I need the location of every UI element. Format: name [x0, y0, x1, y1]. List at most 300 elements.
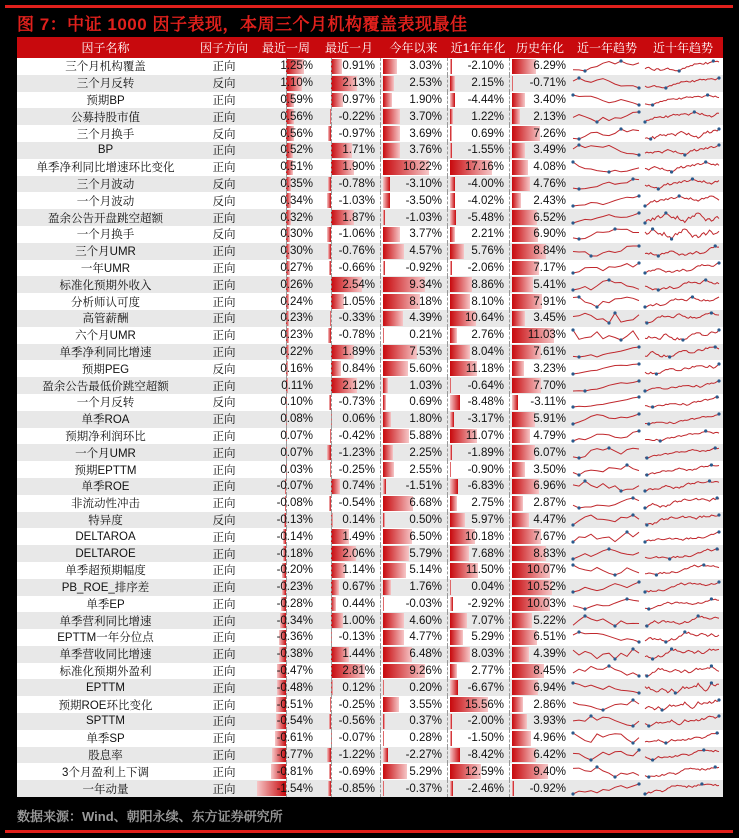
- value-cell-hist: 6.90%: [509, 226, 571, 243]
- zero-axis: [380, 428, 381, 445]
- value-cell-m: -0.85%: [318, 780, 380, 797]
- value-cell-hist: 5.91%: [509, 411, 571, 428]
- sparkline-icon: [571, 75, 641, 91]
- value-cell-hist: 7.26%: [509, 125, 571, 142]
- zero-axis: [447, 125, 448, 142]
- table-row: [17, 512, 723, 529]
- zero-axis: [331, 629, 332, 646]
- value-cell-m: 0.74%: [318, 478, 380, 495]
- value-cell-hist: 3.40%: [509, 92, 571, 109]
- trend-10y: [643, 428, 723, 445]
- value-cell-w: 0.32%: [254, 209, 318, 226]
- sparkline-icon: [571, 210, 641, 226]
- data-bar: [512, 93, 525, 108]
- table-body: [17, 58, 723, 797]
- factor-direction: 正向: [194, 646, 254, 663]
- sparkline-icon: [643, 361, 721, 377]
- trend-1y: [571, 780, 643, 797]
- trend-10y: [643, 713, 723, 730]
- zero-axis: [509, 226, 510, 243]
- trend-1y: [571, 142, 643, 159]
- table-row: [17, 545, 723, 562]
- sparkline-icon: [643, 327, 721, 343]
- trend-1y: [571, 478, 643, 495]
- value-cell-m: 2.06%: [318, 545, 380, 562]
- trend-1y: [571, 428, 643, 445]
- sparkline-icon: [571, 243, 641, 259]
- value-cell-w: 1.25%: [254, 58, 318, 75]
- zero-axis: [331, 243, 332, 260]
- value-cell-ytd: -0.03%: [380, 596, 447, 613]
- data-bar: [450, 143, 452, 158]
- trend-1y: [571, 579, 643, 596]
- trend-1y: [571, 293, 643, 310]
- trend-1y: [571, 528, 643, 545]
- value-cell-y1: 15.56%: [447, 696, 509, 713]
- value-cell-y1: 7.07%: [447, 612, 509, 629]
- value-cell-hist: 3.50%: [509, 461, 571, 478]
- zero-axis: [380, 579, 381, 596]
- value-cell-hist: 4.47%: [509, 512, 571, 529]
- value-cell-m: 0.14%: [318, 512, 380, 529]
- zero-axis: [509, 646, 510, 663]
- zero-axis: [380, 444, 381, 461]
- zero-axis: [380, 663, 381, 680]
- factor-name: 单季营利同比增速: [17, 612, 194, 629]
- sparkline-icon: [643, 310, 721, 326]
- data-bar: [450, 412, 454, 427]
- value-cell-y1: -2.06%: [447, 260, 509, 277]
- factor-direction: 正向: [194, 260, 254, 277]
- zero-axis: [331, 310, 332, 327]
- zero-axis: [331, 461, 332, 478]
- factor-name: 单季超预期幅度: [17, 562, 194, 579]
- value-cell-hist: 3.45%: [509, 310, 571, 327]
- zero-axis: [447, 260, 448, 277]
- factor-name: 单季SP: [17, 730, 194, 747]
- value-cell-y1: -8.48%: [447, 394, 509, 411]
- table-row: [17, 629, 723, 646]
- value-cell-m: -1.06%: [318, 226, 380, 243]
- sparkline-icon: [643, 294, 721, 310]
- value-cell-hist: 4.76%: [509, 176, 571, 193]
- zero-axis: [509, 679, 510, 696]
- sparkline-icon: [571, 462, 641, 478]
- value-cell-y1: 8.03%: [447, 646, 509, 663]
- sparkline-icon: [643, 781, 721, 797]
- zero-axis: [331, 394, 332, 411]
- trend-1y: [571, 75, 643, 92]
- data-bar: [512, 109, 520, 124]
- value-cell-ytd: 3.76%: [380, 142, 447, 159]
- data-bar: [450, 76, 455, 91]
- zero-axis: [331, 579, 332, 596]
- factor-direction: 正向: [194, 444, 254, 461]
- value-cell-m: 2.81%: [318, 663, 380, 680]
- sparkline-icon: [571, 663, 641, 679]
- sparkline-icon: [643, 730, 721, 746]
- zero-axis: [331, 780, 332, 797]
- source-note: 数据来源：Wind、朝阳永续、东方证券研究所: [17, 809, 283, 824]
- zero-axis: [380, 75, 381, 92]
- value-cell-y1: -1.89%: [447, 444, 509, 461]
- factor-direction: 正向: [194, 679, 254, 696]
- factor-direction: 正向: [194, 108, 254, 125]
- zero-axis: [447, 780, 448, 797]
- table-row: [17, 411, 723, 428]
- trend-10y: [643, 696, 723, 713]
- value-cell-y1: -2.92%: [447, 596, 509, 613]
- zero-axis: [447, 293, 448, 310]
- zero-axis: [509, 108, 510, 125]
- sparkline-icon: [571, 310, 641, 326]
- value-cell-m: -0.25%: [318, 461, 380, 478]
- zero-axis: [447, 629, 448, 646]
- factor-name: 单季净利同比增速: [17, 344, 194, 361]
- zero-axis: [509, 176, 510, 193]
- value-cell-y1: 10.18%: [447, 528, 509, 545]
- zero-axis: [380, 108, 381, 125]
- zero-axis: [447, 495, 448, 512]
- factor-name: 一个月换手: [17, 226, 194, 243]
- zero-axis: [509, 243, 510, 260]
- sparkline-icon: [643, 210, 721, 226]
- value-cell-m: -0.42%: [318, 428, 380, 445]
- figure-title: 图 7：中证 1000 因子表现，本周三个月机构覆盖表现最佳: [17, 15, 468, 34]
- value-cell-y1: -4.02%: [447, 192, 509, 209]
- trend-10y: [643, 679, 723, 696]
- value-cell-w: 0.10%: [254, 394, 318, 411]
- factor-direction: 正向: [194, 612, 254, 629]
- col-header: 今年以来: [380, 37, 447, 58]
- sparkline-icon: [643, 260, 721, 276]
- data-bar: [450, 714, 452, 729]
- trend-10y: [643, 562, 723, 579]
- trend-1y: [571, 310, 643, 327]
- factor-name: 三个月波动: [17, 176, 194, 193]
- value-cell-m: -0.22%: [318, 108, 380, 125]
- zero-axis: [380, 528, 381, 545]
- data-bar: [450, 781, 453, 796]
- data-bar: [512, 143, 525, 158]
- factor-direction: 正向: [194, 411, 254, 428]
- value-cell-w: 0.22%: [254, 344, 318, 361]
- zero-axis: [331, 327, 332, 344]
- value-cell-hist: -3.11%: [509, 394, 571, 411]
- value-cell-ytd: 5.29%: [380, 763, 447, 780]
- zero-axis: [447, 646, 448, 663]
- sparkline-icon: [643, 596, 721, 612]
- trend-1y: [571, 696, 643, 713]
- zero-axis: [331, 478, 332, 495]
- table-row: [17, 276, 723, 293]
- sparkline-icon: [643, 243, 721, 259]
- value-cell-hist: 7.61%: [509, 344, 571, 361]
- top-rule: [360, 5, 733, 8]
- data-bar: [383, 630, 404, 645]
- zero-axis: [509, 159, 510, 176]
- zero-axis: [331, 596, 332, 613]
- zero-axis: [447, 562, 448, 579]
- zero-axis: [447, 545, 448, 562]
- sparkline-icon: [643, 680, 721, 696]
- sparkline-icon: [571, 260, 641, 276]
- trend-10y: [643, 596, 723, 613]
- zero-axis: [509, 478, 510, 495]
- zero-axis: [509, 411, 510, 428]
- value-cell-m: 0.97%: [318, 92, 380, 109]
- factor-direction: 正向: [194, 579, 254, 596]
- sparkline-icon: [643, 109, 721, 125]
- table-row: [17, 377, 723, 394]
- sparkline-icon: [571, 58, 641, 74]
- trend-1y: [571, 562, 643, 579]
- value-cell-w: 0.24%: [254, 293, 318, 310]
- data-bar: [450, 261, 452, 276]
- zero-axis: [380, 226, 381, 243]
- trend-10y: [643, 780, 723, 797]
- data-bar: [383, 261, 385, 276]
- sparkline-icon: [571, 546, 641, 562]
- trend-10y: [643, 226, 723, 243]
- zero-axis: [447, 108, 448, 125]
- value-cell-hist: -0.71%: [509, 75, 571, 92]
- value-cell-hist: 3.93%: [509, 713, 571, 730]
- trend-10y: [643, 629, 723, 646]
- value-cell-m: 1.71%: [318, 142, 380, 159]
- zero-axis: [380, 596, 381, 613]
- trend-10y: [643, 495, 723, 512]
- sparkline-icon: [643, 378, 721, 394]
- value-cell-y1: 11.18%: [447, 360, 509, 377]
- value-cell-hist: 8.84%: [509, 243, 571, 260]
- value-cell-m: 0.44%: [318, 596, 380, 613]
- value-cell-hist: 6.42%: [509, 747, 571, 764]
- value-cell-m: 0.12%: [318, 679, 380, 696]
- zero-axis: [509, 209, 510, 226]
- table-row: [17, 243, 723, 260]
- data-bar: [383, 513, 385, 528]
- value-cell-hist: 6.29%: [509, 58, 571, 75]
- sparkline-icon: [643, 176, 721, 192]
- data-bar: [450, 630, 463, 645]
- factor-direction: 反向: [194, 176, 254, 193]
- factor-name: 股息率: [17, 747, 194, 764]
- trend-1y: [571, 394, 643, 411]
- table-row: [17, 293, 723, 310]
- zero-axis: [447, 209, 448, 226]
- trend-1y: [571, 730, 643, 747]
- zero-axis: [380, 512, 381, 529]
- table-row: [17, 596, 723, 613]
- trend-10y: [643, 461, 723, 478]
- zero-axis: [331, 108, 332, 125]
- factor-direction: 正向: [194, 327, 254, 344]
- trend-1y: [571, 260, 643, 277]
- sparkline-icon: [571, 613, 641, 629]
- zero-axis: [331, 92, 332, 109]
- trend-10y: [643, 58, 723, 75]
- value-cell-y1: -4.00%: [447, 176, 509, 193]
- trend-1y: [571, 344, 643, 361]
- sparkline-icon: [643, 663, 721, 679]
- data-bar: [512, 160, 528, 175]
- table-row: [17, 125, 723, 142]
- factor-direction: 正向: [194, 461, 254, 478]
- zero-axis: [447, 243, 448, 260]
- zero-axis: [380, 763, 381, 780]
- zero-axis: [447, 512, 448, 529]
- data-bar: [450, 109, 453, 124]
- table-row: [17, 780, 723, 797]
- data-bar: [450, 462, 451, 477]
- value-cell-ytd: 2.53%: [380, 75, 447, 92]
- trend-10y: [643, 411, 723, 428]
- value-cell-ytd: 5.88%: [380, 428, 447, 445]
- factor-name: 盈余公告最低价跳空超额: [17, 377, 194, 394]
- value-cell-w: -0.18%: [254, 545, 318, 562]
- factor-direction: 正向: [194, 58, 254, 75]
- sparkline-icon: [643, 629, 721, 645]
- zero-axis: [447, 428, 448, 445]
- trend-10y: [643, 125, 723, 142]
- zero-axis: [509, 562, 510, 579]
- data-bar: [512, 445, 535, 460]
- zero-axis: [509, 276, 510, 293]
- sparkline-icon: [571, 680, 641, 696]
- sparkline-icon: [571, 193, 641, 209]
- zero-axis: [331, 730, 332, 747]
- zero-axis: [380, 58, 381, 75]
- zero-axis: [380, 125, 381, 142]
- zero-axis: [509, 260, 510, 277]
- factor-name: 单季EP: [17, 596, 194, 613]
- sparkline-icon: [571, 764, 641, 780]
- col-header: 因子方向: [194, 37, 254, 58]
- factor-name: 分析师认可度: [17, 293, 194, 310]
- sparkline-icon: [571, 277, 641, 293]
- data-bar: [512, 177, 530, 192]
- data-bar: [512, 429, 530, 444]
- value-cell-w: 0.52%: [254, 142, 318, 159]
- trend-10y: [643, 478, 723, 495]
- sparkline-icon: [643, 142, 721, 158]
- sparkline-icon: [571, 512, 641, 528]
- data-bar: [383, 714, 385, 729]
- value-cell-y1: -6.67%: [447, 679, 509, 696]
- trend-1y: [571, 276, 643, 293]
- table-row: [17, 478, 723, 495]
- value-cell-w: 0.59%: [254, 92, 318, 109]
- data-bar: [450, 193, 455, 208]
- sparkline-icon: [643, 613, 721, 629]
- zero-axis: [331, 176, 332, 193]
- table-row: [17, 92, 723, 109]
- data-bar: [450, 328, 457, 343]
- zero-axis: [447, 75, 448, 92]
- zero-axis: [331, 713, 332, 730]
- value-cell-m: 1.90%: [318, 159, 380, 176]
- value-cell-y1: 10.64%: [447, 310, 509, 327]
- factor-direction: 正向: [194, 545, 254, 562]
- factor-name: 非流动性冲击: [17, 495, 194, 512]
- data-bar: [383, 143, 400, 158]
- factor-direction: 正向: [194, 159, 254, 176]
- factor-name: 六个月UMR: [17, 327, 194, 344]
- trend-10y: [643, 545, 723, 562]
- data-bar: [383, 781, 384, 796]
- factor-name: 标准化预期外收入: [17, 276, 194, 293]
- value-cell-m: -0.78%: [318, 327, 380, 344]
- data-bar: [450, 345, 470, 360]
- zero-axis: [509, 545, 510, 562]
- zero-axis: [447, 596, 448, 613]
- factor-direction: 正向: [194, 276, 254, 293]
- value-cell-hist: 7.70%: [509, 377, 571, 394]
- sparkline-icon: [643, 394, 721, 410]
- trend-10y: [643, 730, 723, 747]
- zero-axis: [447, 394, 448, 411]
- value-cell-w: 0.16%: [254, 360, 318, 377]
- factor-name: 特异度: [17, 512, 194, 529]
- trend-10y: [643, 260, 723, 277]
- zero-axis: [509, 663, 510, 680]
- value-cell-hist: 10.07%: [509, 562, 571, 579]
- factor-direction: 正向: [194, 629, 254, 646]
- data-bar: [512, 277, 533, 292]
- trend-1y: [571, 646, 643, 663]
- zero-axis: [447, 713, 448, 730]
- factor-name: 高管薪酬: [17, 310, 194, 327]
- data-bar: [331, 59, 342, 74]
- zero-axis: [380, 310, 381, 327]
- sparkline-icon: [643, 512, 721, 528]
- zero-axis: [447, 92, 448, 109]
- trend-10y: [643, 528, 723, 545]
- factor-direction: 反向: [194, 125, 254, 142]
- zero-axis: [447, 176, 448, 193]
- value-cell-m: -0.07%: [318, 730, 380, 747]
- factor-name: BP: [17, 142, 194, 159]
- zero-axis: [380, 276, 381, 293]
- zero-axis: [380, 545, 381, 562]
- value-cell-ytd: -0.37%: [380, 780, 447, 797]
- table-row: [17, 763, 723, 780]
- zero-axis: [331, 125, 332, 142]
- value-cell-y1: 0.69%: [447, 125, 509, 142]
- table-row: [17, 209, 723, 226]
- table-row: [17, 192, 723, 209]
- trend-1y: [571, 176, 643, 193]
- zero-axis: [380, 159, 381, 176]
- zero-axis: [447, 663, 448, 680]
- value-cell-m: 1.05%: [318, 293, 380, 310]
- value-cell-w: 0.08%: [254, 411, 318, 428]
- zero-axis: [380, 209, 381, 226]
- value-cell-m: -0.76%: [318, 243, 380, 260]
- col-header: 因子名称: [17, 37, 194, 58]
- zero-axis: [447, 730, 448, 747]
- value-cell-m: 1.00%: [318, 612, 380, 629]
- value-cell-y1: 2.76%: [447, 327, 509, 344]
- data-bar: [450, 445, 452, 460]
- value-cell-hist: 9.40%: [509, 763, 571, 780]
- factor-name: 三个月UMR: [17, 243, 194, 260]
- zero-axis: [509, 730, 510, 747]
- value-cell-ytd: 6.68%: [380, 495, 447, 512]
- factor-direction: 反向: [194, 360, 254, 377]
- value-cell-m: 1.44%: [318, 646, 380, 663]
